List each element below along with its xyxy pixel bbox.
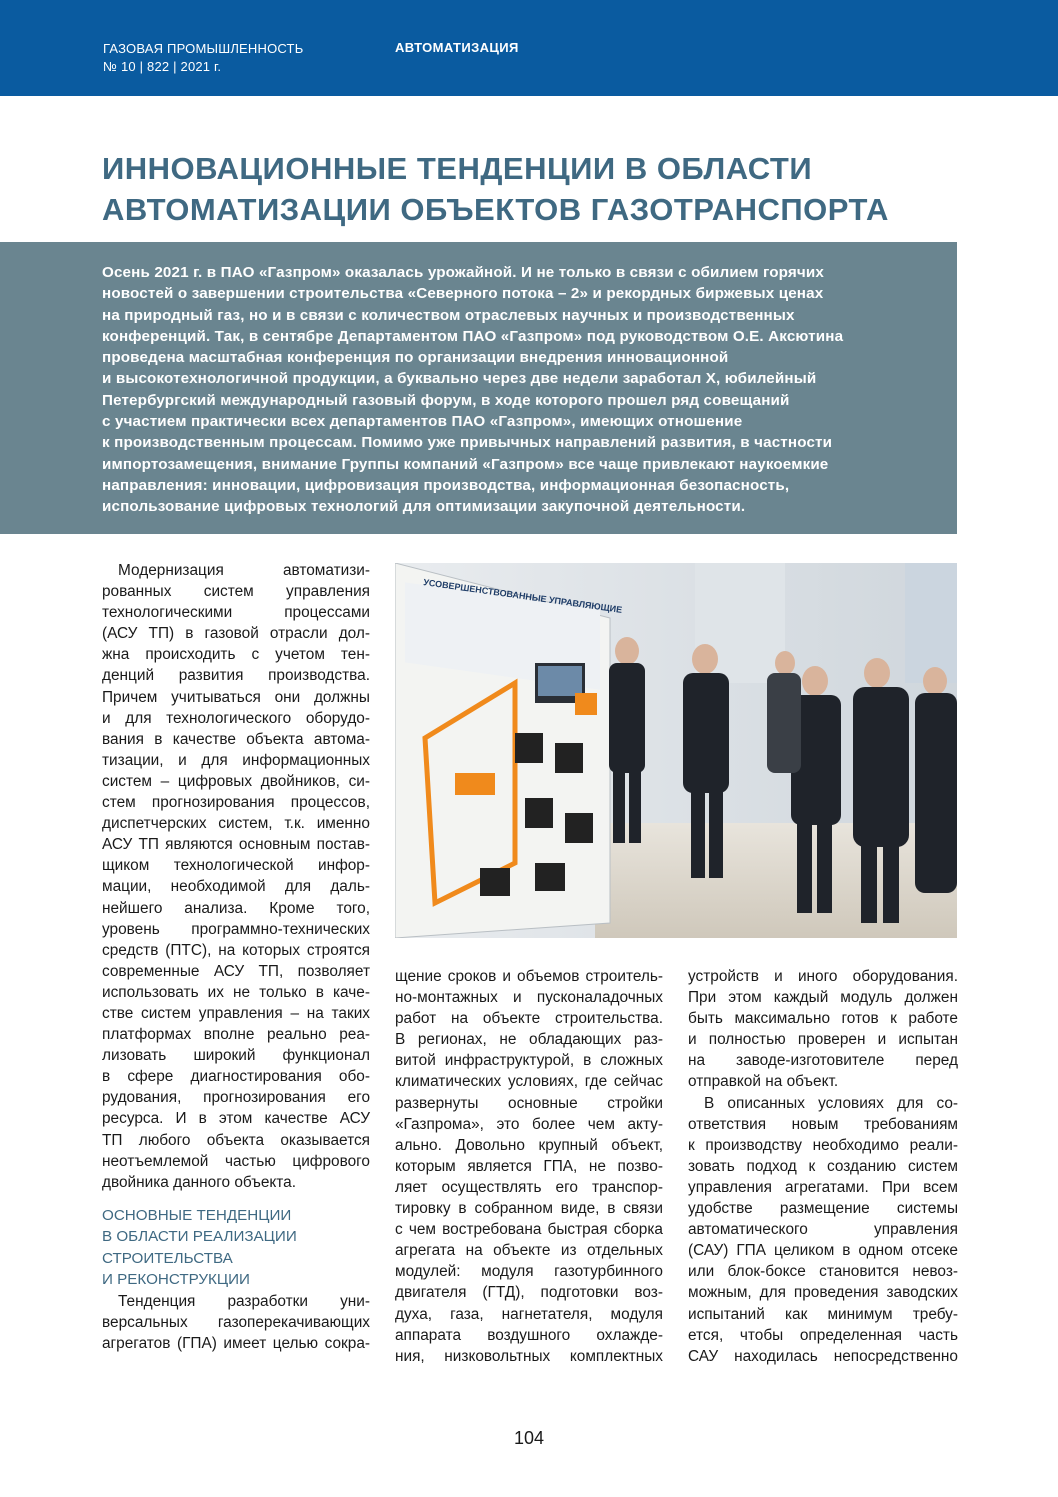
text-line: духа, газа, нагнетателя, модуля bbox=[395, 1305, 663, 1323]
text-line: неотъемлемой частью цифрового bbox=[102, 1152, 370, 1170]
text-line: к производству необходимо реали- bbox=[688, 1136, 958, 1154]
text-line: отправкой на объект. bbox=[688, 1073, 839, 1091]
lead-text bbox=[102, 262, 932, 518]
text-line: устройств и иного оборудования. bbox=[688, 968, 958, 985]
text-line: и полностью проверен и испытан bbox=[688, 1031, 958, 1049]
text-line: управления агрегатами. При всем bbox=[688, 1178, 958, 1196]
page-header bbox=[0, 0, 1058, 96]
lead-line: и высокотехнологичной продукции, а буквально через две недели заработал X, юбилейный bbox=[102, 370, 817, 388]
text-line: В описанных условиях для со- bbox=[704, 1094, 958, 1112]
text-line: ально. Довольно крупный объект, bbox=[395, 1136, 663, 1154]
text-line: систем – цифровых двойников, си- bbox=[102, 772, 370, 790]
text-line: использовать их не только в каче- bbox=[102, 983, 370, 1001]
text-line: испытаний как минимум требу- bbox=[688, 1305, 958, 1323]
stand-title: УСОВЕРШЕНСТВОВАННЫЕ УПРАВЛЯЮЩИЕ bbox=[422, 577, 623, 615]
text-line: нейшего анализа. Кроме того, bbox=[102, 899, 370, 917]
text-line: ется, чтобы определенная часть bbox=[688, 1326, 958, 1344]
text-line: В регионах, не обладающих раз- bbox=[395, 1031, 663, 1049]
subheading-line: СТРОИТЕЛЬСТВА bbox=[102, 1249, 233, 1267]
text-line: тировку в собранном виде, в связи bbox=[395, 1200, 663, 1218]
text-line: развернуты основные стройки bbox=[395, 1094, 663, 1112]
subheading-line: И РЕКОНСТРУКЦИИ bbox=[102, 1271, 250, 1289]
text-line: (АСУ ТП) в газовой отрасли дол- bbox=[102, 625, 370, 643]
lead-line: проведена масштабная конференция по организации внедрения инновационной bbox=[102, 349, 729, 367]
article-title bbox=[102, 148, 962, 230]
text-line: витой инфраструктурой, в сложных bbox=[395, 1052, 663, 1070]
text-line: Модернизация автоматизи- bbox=[118, 562, 370, 579]
photo-image bbox=[395, 563, 957, 938]
text-line: двойника данного объекта. bbox=[102, 1173, 297, 1191]
journal-name: ГАЗОВАЯ ПРОМЫШЛЕННОСТЬ bbox=[103, 41, 304, 56]
lead-line: Петербургский международный газовый форум, в ходе которого прошел ряд совещаний bbox=[102, 391, 790, 409]
subheading-line: ОСНОВНЫЕ ТЕНДЕНЦИИ bbox=[102, 1206, 292, 1224]
text-line: версальных газоперекачивающих bbox=[102, 1313, 370, 1331]
text-line: денций развития производства. bbox=[102, 667, 370, 685]
text-line: или блок-боксе становится невоз- bbox=[688, 1263, 958, 1281]
text-line: ресурса. И в этом качестве АСУ bbox=[102, 1110, 370, 1128]
lead-line: использование цифровых технологий для оптимизации закупочной деятельности. bbox=[102, 498, 746, 516]
text-line: зовать подход к созданию систем bbox=[688, 1157, 958, 1175]
journal-info bbox=[103, 40, 303, 76]
text-line: аппарата воздушного охлажде- bbox=[395, 1326, 663, 1344]
issue-info: № 10 | 822 | 2021 г. bbox=[103, 59, 222, 74]
text-line: климатических условиях, где сейчас bbox=[395, 1073, 663, 1091]
text-line: и для технологического оборудо- bbox=[102, 709, 370, 727]
text-line: ТП любого объекта оказывается bbox=[102, 1131, 370, 1149]
lead-line: на природный газ, но и в связи с количеством отраслевых научных и производственных bbox=[102, 306, 795, 324]
text-line: с чем востребована быстрая сборка bbox=[395, 1221, 663, 1239]
text-line: «Газпрома», это более чем акту- bbox=[395, 1115, 663, 1133]
text-line: агрегата на объекте из отдельных bbox=[395, 1242, 663, 1260]
text-line: автоматического управления bbox=[688, 1221, 958, 1239]
text-line: платформах вполне реально реа- bbox=[102, 1026, 370, 1044]
lead-line: новостей о завершении строительства «Северного потока – 2» и рекордных биржевых ценах bbox=[102, 285, 824, 303]
text-line: щение сроков и объемов строитель- bbox=[395, 968, 663, 985]
text-line: (САУ) ГПА целиком в одном отсеке bbox=[688, 1242, 958, 1260]
exhibition-photo bbox=[395, 563, 957, 938]
text-line: мации, необходимой для даль- bbox=[102, 878, 370, 896]
text-line: тизации, и для информационных bbox=[102, 751, 370, 769]
text-line: вания в качестве объекта автома- bbox=[102, 730, 370, 748]
text-line: на заводе-изготовителе перед bbox=[688, 1052, 958, 1070]
lead-box bbox=[0, 242, 957, 534]
title-line: ИННОВАЦИОННЫЕ ТЕНДЕНЦИИ В ОБЛАСТИ bbox=[102, 151, 813, 186]
text-line: АСУ ТП являются основным постав- bbox=[102, 836, 370, 854]
text-column-3 bbox=[688, 966, 958, 1367]
text-line: При этом каждый модуль должен bbox=[688, 989, 958, 1007]
title-line: АВТОМАТИЗАЦИИ ОБЪЕКТОВ ГАЗОТРАНСПОРТА bbox=[102, 192, 889, 227]
text-line: САУ находилась непосредственно bbox=[688, 1347, 958, 1365]
section-subheading bbox=[102, 1205, 370, 1291]
text-line: работ на объекте строительства. bbox=[395, 1010, 663, 1028]
text-line: в сфере диагностирования обо- bbox=[102, 1068, 370, 1086]
section-label: АВТОМАТИЗАЦИЯ bbox=[395, 40, 519, 55]
text-line: агрегатов (ГПА) имеет целью сокра- bbox=[102, 1335, 370, 1352]
text-line: можным, для проведения заводских bbox=[688, 1284, 958, 1302]
text-line: Тенденция разработки уни- bbox=[118, 1292, 370, 1310]
text-line: которым является ГПА, не позво- bbox=[395, 1157, 663, 1175]
lead-line: направления: инновации, цифровизация производства, информационная безопасность, bbox=[102, 476, 790, 494]
lead-line: конференций. Так, в сентябре Департаментом ПАО «Газпром» под руководством О.Е. Аксютина bbox=[102, 327, 844, 345]
text-line: технологическими процессами bbox=[102, 604, 370, 622]
text-line: быть максимально готов к работе bbox=[688, 1010, 958, 1028]
page-number: 104 bbox=[513, 1428, 545, 1448]
text-line: рудования, прогнозирования его bbox=[102, 1089, 370, 1107]
text-line: лизовать широкий функционал bbox=[102, 1047, 370, 1065]
text-line: модулей: модуля газотурбинного bbox=[395, 1263, 663, 1281]
text-line: диспетчерских систем, т.к. именно bbox=[102, 815, 370, 833]
text-line: Причем учитываться они должны bbox=[102, 688, 370, 706]
lead-line: к производственным процессам. Помимо уже привычных направлений развития, в частности bbox=[102, 434, 833, 452]
text-line: стве систем управления – на таких bbox=[102, 1004, 370, 1022]
lead-line: с участием практически всех департаментов ПАО «Газпром», имеющих отношение bbox=[102, 413, 743, 431]
text-line: но-монтажных и пусконаладочных bbox=[395, 989, 663, 1007]
subheading-line: В ОБЛАСТИ РЕАЛИЗАЦИИ bbox=[102, 1228, 297, 1246]
text-line: удобстве размещение системы bbox=[688, 1200, 958, 1218]
text-line: ляет осуществлять его транспор- bbox=[395, 1178, 663, 1196]
text-line: ния, низковольтных комплектных bbox=[395, 1347, 663, 1365]
lead-line: импортозамещения, внимание Группы компаний «Газпром» все чаще привлекают наукоемкие bbox=[102, 455, 829, 473]
text-line: средств (ПТС), на которых строятся bbox=[102, 941, 370, 959]
text-line: жна происходить с учетом тен- bbox=[102, 646, 370, 664]
text-line: рованных систем управления bbox=[102, 583, 370, 601]
lead-line: Осень 2021 г. в ПАО «Газпром» оказалась урожайной. И не только в связи с обилием горячих bbox=[102, 264, 824, 281]
text-line: ответствия новым требованиям bbox=[688, 1115, 958, 1133]
text-line: щиком технологической инфор- bbox=[102, 857, 370, 875]
text-column-1 bbox=[102, 560, 370, 1354]
text-column-2 bbox=[395, 966, 663, 1367]
text-line: уровень программно-технических bbox=[102, 920, 370, 938]
text-line: стем прогнозирования процессов, bbox=[102, 794, 370, 812]
text-line: двигателя (ГТД), подготовки воз- bbox=[395, 1284, 663, 1302]
text-line: современные АСУ ТП, позволяет bbox=[102, 962, 370, 980]
